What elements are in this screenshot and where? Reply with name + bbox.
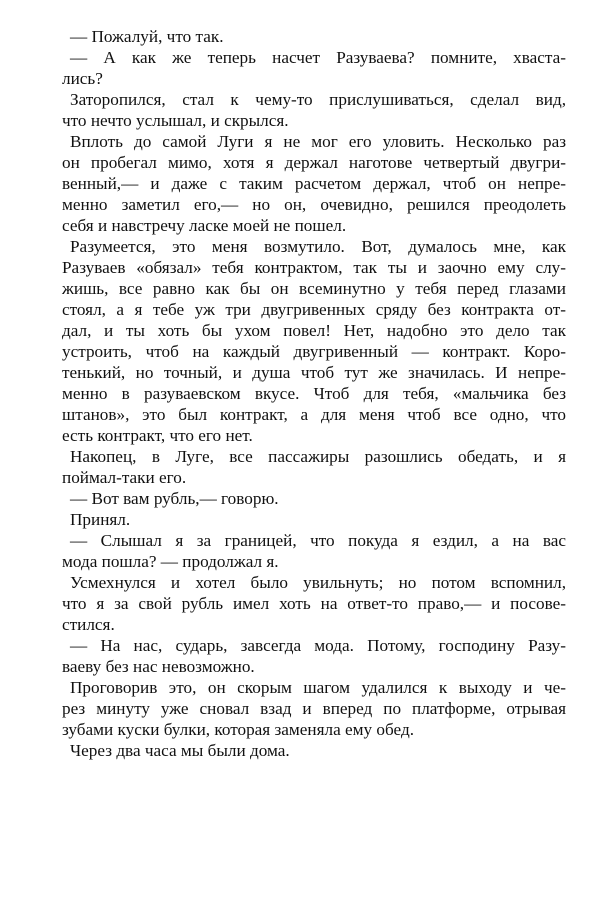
paragraph <box>62 509 566 530</box>
text-line: — На нас, сударь, завсегда мода. Потому, господину Разу- <box>70 636 566 655</box>
text-line: Через два часа мы были дома. <box>70 741 290 760</box>
text-line: тенький, но точный, и душа чтоб тут же значилась. И непре- <box>62 363 566 382</box>
paragraph <box>62 26 566 47</box>
text-line: стоял, а я тебе уж три двугривенных сряду без контракта от- <box>62 300 566 319</box>
text-line: Проговорив это, он скорым шагом удалился к выходу и че- <box>70 678 566 697</box>
text-line: менно в разуваевском вкусе. Чтоб для тебя, «мальчика без <box>62 384 566 403</box>
text-line: есть контракт, что его нет. <box>62 426 253 445</box>
text-line: Накопец, в Луге, все пассажиры разошлись обедать, и я <box>70 447 566 466</box>
paragraph <box>62 530 566 572</box>
paragraph <box>62 89 566 131</box>
text-line: — Слышал я за границей, что покуда я ездил, а на вас <box>70 531 566 550</box>
text-line: Разуваев «обязал» тебя контрактом, так ты и заочно ему слу- <box>62 258 566 277</box>
text-line: мода пошла? — продолжал я. <box>62 552 279 571</box>
text-line: дал, и ты хоть бы ухом повел! Нет, надобно это дело так <box>62 321 566 340</box>
text-line: лись? <box>62 69 103 88</box>
text-line: жишь, все равно как бы он всеминутно у тебя перед глазами <box>62 279 566 298</box>
text-line: зубами куски булки, которая заменяла ему обед. <box>62 720 414 739</box>
text-line: — А как же теперь насчет Разуваева? помните, хваста- <box>70 48 566 67</box>
paragraph <box>62 446 566 488</box>
text-line: поймал-таки его. <box>62 468 187 487</box>
text-line: Вплоть до самой Луги я не мог его уловить. Несколько раз <box>70 132 566 151</box>
text-line: венный,— и даже с таким расчетом держал, чтоб он непре- <box>62 174 566 193</box>
text-line: штанов», это был контракт, а для меня чтоб все одно, что <box>62 405 566 424</box>
paragraph <box>62 740 566 761</box>
text-line: что я за свой рубль имел хоть на ответ-то право,— и посове- <box>62 594 566 613</box>
text-line: что нечто услышал, и скрылся. <box>62 111 289 130</box>
paragraph <box>62 488 566 509</box>
paragraph <box>62 635 566 677</box>
paragraph <box>62 677 566 740</box>
text-line: ваеву без нас невозможно. <box>62 657 255 676</box>
text-line: Принял. <box>70 510 131 529</box>
book-page-text <box>62 26 566 761</box>
text-line: Разумеется, это меня возмутило. Вот, думалось мне, как <box>70 237 566 256</box>
text-line: рез минуту уже сновал взад и вперед по платформе, отрывая <box>62 699 566 718</box>
text-line: он пробегал мимо, хотя я держал наготове четвертый двугри- <box>62 153 566 172</box>
text-line: Усмехнулся и хотел было увильнуть; но потом вспомнил, <box>70 573 566 592</box>
paragraph <box>62 236 566 446</box>
text-line: устроить, чтоб на каждый двугривенный — контракт. Коро- <box>62 342 566 361</box>
text-line: себя и навстречу ласке моей не пошел. <box>62 216 347 235</box>
paragraph <box>62 47 566 89</box>
paragraph <box>62 131 566 236</box>
text-line: — Пожалуй, что так. <box>70 27 224 46</box>
text-line: — Вот вам рубль,— говорю. <box>70 489 279 508</box>
text-line: стился. <box>62 615 115 634</box>
text-line: Заторопился, стал к чему-то прислушиваться, сделал вид, <box>70 90 566 109</box>
paragraph <box>62 572 566 635</box>
text-line: менно заметил его,— но он, очевидно, решился преодолеть <box>62 195 566 214</box>
